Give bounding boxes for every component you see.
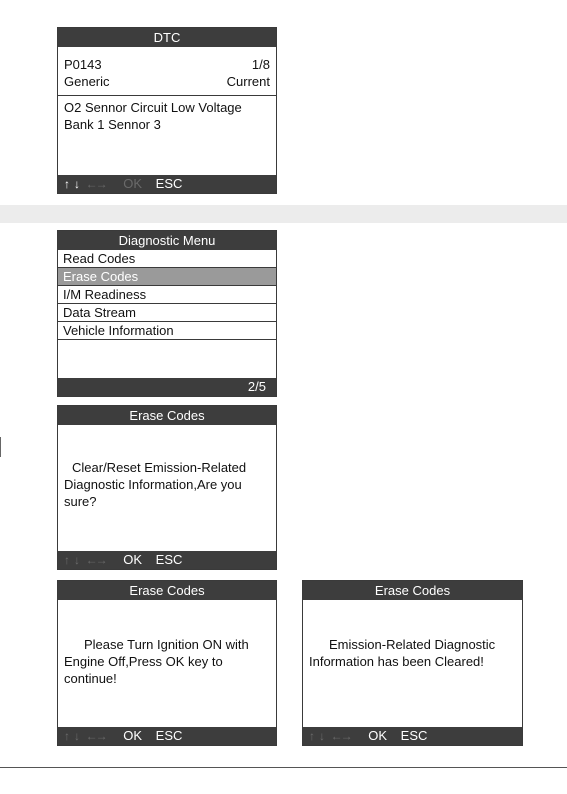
erase-ignition-line2: Engine Off,Press OK key to bbox=[64, 654, 223, 669]
menu-item[interactable]: I/M Readiness bbox=[58, 286, 276, 304]
down-arrow-icon: ↓ bbox=[74, 729, 80, 743]
up-arrow-icon[interactable]: ↑ bbox=[64, 177, 70, 191]
erase-cleared-screen bbox=[302, 580, 523, 746]
esc-button[interactable]: ESC bbox=[155, 552, 183, 567]
dtc-description-line2: Bank 1 Sennor 3 bbox=[64, 117, 161, 132]
erase-ignition-title: Erase Codes bbox=[58, 581, 276, 600]
right-arrow-icon: → bbox=[95, 177, 108, 191]
diagnostic-menu-title: Diagnostic Menu bbox=[58, 231, 276, 250]
erase-confirm-line3: sure? bbox=[64, 494, 97, 509]
erase-confirm-line2: Diagnostic Information,Are you bbox=[64, 477, 242, 492]
erase-confirm-title: Erase Codes bbox=[58, 406, 276, 425]
dtc-index: 1/8 bbox=[251, 57, 270, 72]
left-arrow-icon: ← bbox=[85, 177, 98, 191]
down-arrow-icon: ↓ bbox=[319, 729, 325, 743]
left-arrow-icon: ← bbox=[85, 553, 98, 567]
menu-item[interactable]: Erase Codes bbox=[58, 268, 276, 286]
margin-mark bbox=[0, 437, 1, 457]
down-arrow-icon[interactable]: ↓ bbox=[74, 177, 80, 191]
ok-button[interactable]: OK bbox=[368, 728, 388, 743]
esc-button[interactable]: ESC bbox=[155, 176, 183, 191]
menu-footer bbox=[58, 378, 276, 396]
page-bottom-rule bbox=[0, 767, 567, 768]
diagnostic-menu-screen bbox=[57, 230, 277, 397]
erase-cleared-footer bbox=[303, 727, 522, 745]
right-arrow-icon: → bbox=[340, 729, 353, 743]
up-arrow-icon: ↑ bbox=[64, 553, 70, 567]
ok-button[interactable]: OK bbox=[123, 552, 143, 567]
erase-ignition-line1: Please Turn Ignition ON with bbox=[84, 637, 249, 652]
dtc-type: Generic bbox=[64, 74, 110, 89]
menu-list bbox=[58, 250, 276, 340]
esc-button[interactable]: ESC bbox=[155, 728, 183, 743]
left-arrow-icon: ← bbox=[85, 729, 98, 743]
dtc-code: P0143 bbox=[64, 57, 102, 72]
erase-cleared-title: Erase Codes bbox=[303, 581, 522, 600]
dtc-footer bbox=[58, 175, 276, 193]
page-indicator: 2/5 bbox=[247, 379, 266, 394]
up-arrow-icon: ↑ bbox=[309, 729, 315, 743]
ok-button: OK bbox=[123, 176, 143, 191]
right-arrow-icon: → bbox=[95, 729, 108, 743]
erase-ignition-footer bbox=[58, 727, 276, 745]
menu-item[interactable]: Data Stream bbox=[58, 304, 276, 322]
dtc-screen bbox=[57, 27, 277, 194]
section-divider bbox=[0, 205, 567, 223]
esc-button[interactable]: ESC bbox=[400, 728, 428, 743]
menu-item[interactable]: Vehicle Information bbox=[58, 322, 276, 340]
erase-confirm-line1: Clear/Reset Emission-Related bbox=[72, 460, 247, 475]
up-arrow-icon: ↑ bbox=[64, 729, 70, 743]
dtc-title: DTC bbox=[58, 28, 276, 47]
erase-ignition-screen bbox=[57, 580, 277, 746]
right-arrow-icon: → bbox=[95, 553, 108, 567]
left-arrow-icon: ← bbox=[330, 729, 343, 743]
erase-cleared-line1: Emission-Related Diagnostic bbox=[329, 637, 496, 652]
menu-item[interactable]: Read Codes bbox=[58, 250, 276, 268]
erase-cleared-line2: Information has been Cleared! bbox=[309, 654, 484, 669]
ok-button[interactable]: OK bbox=[123, 728, 143, 743]
erase-confirm-footer bbox=[58, 551, 276, 569]
dtc-description-line1: O2 Sennor Circuit Low Voltage bbox=[64, 100, 242, 115]
dtc-status: Current bbox=[226, 74, 270, 89]
down-arrow-icon: ↓ bbox=[74, 553, 80, 567]
erase-ignition-line3: continue! bbox=[64, 671, 117, 686]
erase-confirm-screen bbox=[57, 405, 277, 570]
